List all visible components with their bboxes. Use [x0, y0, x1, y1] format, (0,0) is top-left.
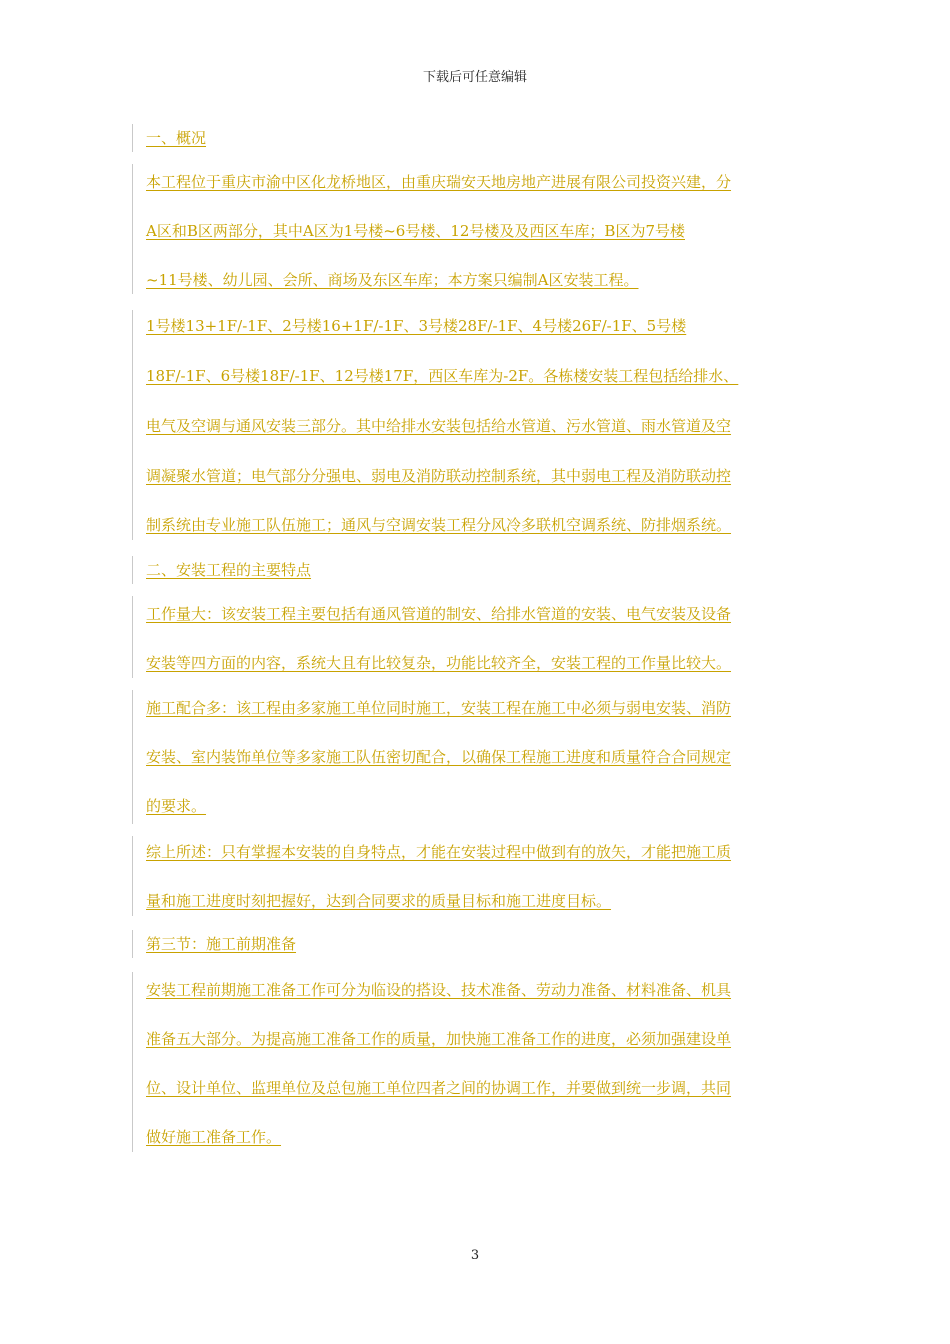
text-line[interactable]: 施工配合多：该工程由多家施工单位同时施工，安装工程在施工中必须与弱电安装、消防 — [146, 699, 732, 717]
section-heading-overview — [132, 124, 815, 152]
text-line[interactable]: 安装等四方面的内容，系统大且有比较复杂，功能比较齐全，安装工程的工作量比较大。 — [146, 654, 732, 672]
text-line[interactable]: 电气及空调与通风安装三部分。其中给排水安装包括给水管道、污水管道、雨水管道及空 — [146, 417, 732, 435]
paragraph-project-location — [132, 164, 815, 294]
page-header: 下载后可任意编辑 — [422, 70, 527, 85]
text-line[interactable]: 的要求。 — [146, 797, 207, 815]
paragraph-preparation-work — [132, 972, 815, 1152]
text-line[interactable]: 制系统由专业施工队伍施工；通风与空调安装工程分风冷多联机空调系统、防排烟系统。 — [146, 516, 732, 534]
text-line[interactable]: 18F/-1F、6号楼18F/-1F、12号楼17F，西区车库为-2F。各栋楼安装工程包括给排水、 — [146, 367, 739, 385]
text-line[interactable]: 1号楼13+1F/-1F、2号楼16+1F/-1F、3号楼28F/-1F、4号楼26F/-1F、5号楼 — [146, 317, 687, 335]
text-line[interactable]: 调凝聚水管道；电气部分分强电、弱电及消防联动控制系统，其中弱电工程及消防联动控 — [146, 467, 732, 485]
paragraph-coordination — [132, 690, 815, 824]
text-line[interactable]: 综上所述：只有掌握本安装的自身特点，才能在安装过程中做到有的放矢，才能把施工质 — [146, 843, 732, 861]
text-line[interactable]: 一、概况 — [146, 129, 207, 147]
text-line[interactable]: 第三节：施工前期准备 — [146, 935, 297, 953]
text-line[interactable]: 安装、室内装饰单位等多家施工队伍密切配合，以确保工程施工进度和质量符合合同规定 — [146, 748, 732, 766]
page-number: 3 — [470, 1248, 480, 1263]
text-line[interactable]: 安装工程前期施工准备工作可分为临设的搭设、技术准备、劳动力准备、材料准备、机具 — [146, 981, 732, 999]
text-line[interactable]: A区和B区两部分，其中A区为1号楼~6号楼、12号楼及及西区车库；B区为7号楼 — [146, 222, 685, 240]
paragraph-workload — [132, 596, 815, 678]
text-line[interactable]: 二、安装工程的主要特点 — [146, 561, 312, 579]
section-heading-preparation — [132, 930, 815, 958]
text-line[interactable]: 准备五大部分。为提高施工准备工作的质量，加快施工准备工作的进度，必须加强建设单 — [146, 1030, 732, 1048]
paragraph-building-scope — [132, 310, 815, 540]
section-heading-features — [132, 556, 815, 584]
paragraph-summary — [132, 836, 815, 916]
text-line[interactable]: 量和施工进度时刻把握好，达到合同要求的质量目标和施工进度目标。 — [146, 892, 612, 910]
text-line[interactable]: 本工程位于重庆市渝中区化龙桥地区，由重庆瑞安天地房地产进展有限公司投资兴建，分 — [146, 173, 732, 191]
text-line[interactable]: 做好施工准备工作。 — [146, 1128, 282, 1146]
text-line[interactable]: ~11号楼、幼儿园、会所、商场及东区车库；本方案只编制A区安装工程。 — [146, 271, 639, 289]
text-line[interactable]: 工作量大：该安装工程主要包括有通风管道的制安、给排水管道的安装、电气安装及设备 — [146, 605, 732, 623]
text-line[interactable]: 位、设计单位、监理单位及总包施工单位四者之间的协调工作，并要做到统一步调，共同 — [146, 1079, 732, 1097]
